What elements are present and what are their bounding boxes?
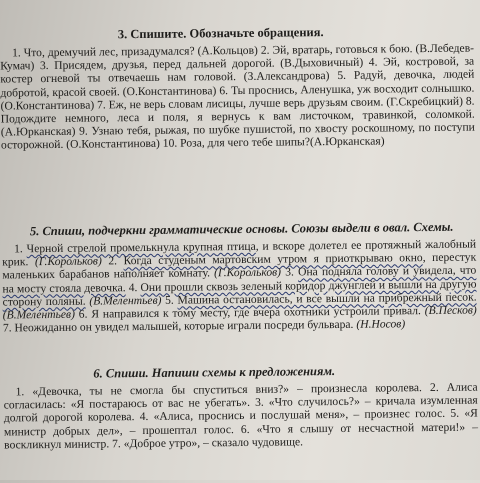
section-5-text [2, 238, 477, 335]
sentence-source: (В.Мелентьев) [85, 293, 162, 308]
section-5-title: 5. Спиши, подчеркни грамматические основы. Союзы выдели в овал. Схемы. [29, 219, 454, 239]
sentence-number: 3. [280, 265, 299, 279]
sentence-text: , перестук маленьких барабанов наполняет комнату. [2, 250, 477, 282]
sentence-source: (Г.Корольков) [28, 254, 102, 269]
underlined-clause: Черной стрелой промелькнула крупная птица [26, 239, 256, 256]
section-3-title: 3. Спишите. Обозначьте обращения. [117, 25, 324, 42]
sentence-source: (В.Мелентьев) [2, 307, 75, 322]
sentence-text: , и вскоре долетел ее протяжный жалобный крик. [2, 237, 477, 269]
sentence-source: (Н.Носов) [353, 317, 406, 332]
sentence-number: 6. [74, 307, 92, 321]
underlined-clause: Они прошли сквозь зеленый коридор джунглей и вышли на другую сторону поляны. [2, 277, 477, 309]
sentence-source: (Г.Корольков) [209, 265, 282, 280]
sentence-text: Я направился к тому месту, где вчера охотники устроили привал. [91, 304, 421, 321]
sentence-number: 7. [2, 321, 15, 335]
sentence-number: 4. [125, 280, 141, 294]
underlined-clause: Машина остановилась, и все вышли на прибрежный песок. [177, 290, 477, 307]
sentence-source: (В.Песков) [420, 303, 477, 318]
sentence-text: Неожиданно он увидел малышей, которые играли посреди бульвара. [14, 318, 354, 335]
sentence-number: 2. [101, 254, 124, 268]
underlined-clause: Когда студеным мартовским утром я приоткрываю окно [123, 251, 423, 268]
section-6-title: 6. Спиши. Напиши схемы к предложениям. [93, 364, 336, 381]
underlined-clause: Она подняла голову и увидела, что на мосту стояла девочка. [2, 263, 477, 296]
sentence-number: 1. [14, 242, 27, 256]
section-6-text: 1. «Девочка, ты не смогла бы спуститься вниз?» – произнесла королева. 2. Алиса согласилась: «Я постараюсь от вас не убегать». 3. «Что случилось?» – кричала изумленная долгой дорогой королева. 4. «Алиса, проснись и послушай меня», – произнес голос. 5. «Я министр добрых дел», – прошептал голос. 6. «Что я слышу от несчастной матери!» – воскликнул министр. 7. «Доброе утро», – сказало чудовище. [3, 380, 479, 452]
section-3-text: 1. Что, дремучий лес, призадумался? (А.Кольцов) 2. Эй, вратарь, готовься к бою. (В.Лебедев-Кумач) 3. Присядем, друзья, перед дальней дорогой. (В.Дыховичный) 4. Эй, костровой, за костер огневой ты отвечаешь нам головой. (З.Александрова) 5. Радуй, девочка, людей добротой, красой своей. (О.Константинова) 6. Ты проснись, Аленушка, уж восходит солнышко. (О.Константинова) 7. Еж, не верь словам лисицы, лучше верь друзьям своим. (Г.Скребицкий) 8. Подождите немного, леса и поля, я вернусь к вам листочком, травинкой, соломкой. (А.Юрканская) 9. Узнаю тебя, рыжая, по шубке пушистой, по хвосту роскошному, по поступи осторожной. (О.Константинова) 10. Роза, для чего тебе шипы?(А.Юрканская) [0, 41, 475, 152]
sentence-number: 5. [161, 293, 178, 307]
